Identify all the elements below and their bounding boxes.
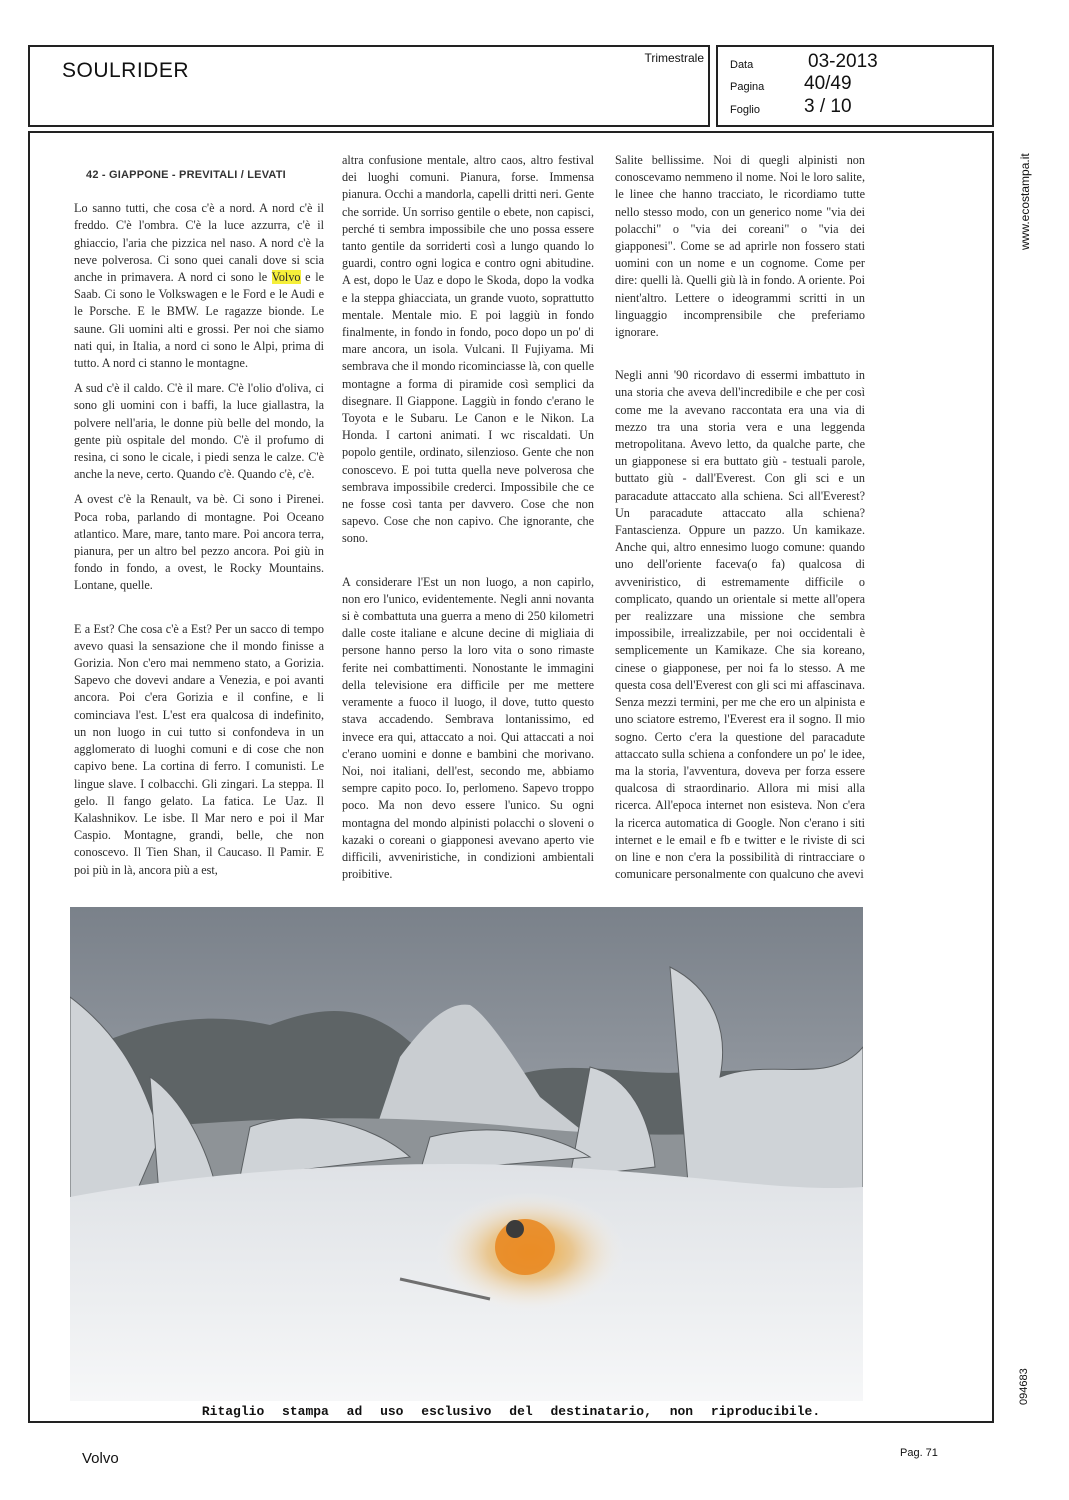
- article-column-1: [74, 150, 324, 887]
- header-meta-box: [716, 45, 994, 127]
- paragraph: E a Est? Che cosa c'è a Est? Per un sacco di tempo avevo quasi la sensazione che il mondo finisse a Gorizia. Non c'ero mai nemmeno stato, a Gorizia. Sapevo che dovevi andare a Venezia, e poi avanti ancora. Poi c'era Gorizia e il confine, e li cominciava l'est. L'est era qualcosa di indefinito, un non luogo in cui tutto si confondeva in un agglomerato di luoghi comuni e di cose che non capivo bene. La cortina di ferro. I comunisti. Le lingue slave. I colbacchi. Gli zingari. La steppa. Il gelo. Il fango gelato. La fatica. Le Uaz. Il Kalashnikov. Le isbe. Il Mar nero e poi il Mar Caspio. Montagne, grandi, belle, che non conoscevo. Il Tien Shan, il Caucaso. Il Pamir. E poi più in là, ancora più a est,: [74, 621, 324, 877]
- side-code-text: 094683: [1018, 1368, 1030, 1405]
- meta-row-pagina: [730, 73, 980, 95]
- paragraph: Lo sanno tutti, che cosa c'è a nord. A nord c'è il freddo. C'è l'ombra. C'è la luce azzurra, c'è il ghiaccio, l'aria che pizzica nel naso. A nord c'è la neve polverosa. Ci sono quei canali dove si scia anche in primavera. A nord ci sono le Volvo e le Saab. Ci sono le Volkswagen e le Ford e le Audi e le Porsche. E le BMW. Le ragazze bionde. Le saune. Gli uomini alti e grossi. Per noi che siamo nati qui, in Italia, a nord ci sono le Alpi, prima di tutto. A nord ci stanno le montagne.: [74, 201, 324, 371]
- article-column-3: [615, 152, 865, 891]
- meta-row-data: [730, 51, 980, 73]
- meta-row-foglio: [730, 96, 980, 118]
- snowy-forest-skier-image: [70, 907, 863, 1401]
- publication-name: SOULRIDER: [62, 59, 190, 82]
- article-column-2: [342, 152, 594, 891]
- meta-label-foglio: Foglio: [730, 104, 760, 116]
- footer-page-number: Pag. 71: [900, 1447, 938, 1459]
- paragraph: altra confusione mentale, altro caos, altro festival dei luoghi comuni. Pianura, forse. Immensa pianura. Occhi a mandorla, capelli dritti neri. Gente che sorride. Un sorriso gentile o ebete, non capisci, perché ti sembra impossibile che uno possa essere tanto gentile da sorriderti così a lungo quando lo guardi, contro ogni logica e contro ogni abitudine. A est, dopo le Uaz e dopo le Skoda, dopo la vodka e la steppa ghiacciata, un grande vuoto, soprattutto mentale. Mentale mio. E poi laggiù in fondo finalmente, in fondo in fondo, poco dopo un po' di mare ancora, un isola. Vulcani. Il Fujiyama. Mi sembrava che il mondo ricominciasse là, con quelle montagne a forma di piramide così semplici da disegnare. Il Giappone. Laggiù in fondo c'erano le Toyota e le Subaru. Le Canon e le Nikon. La Honda. I cartoni animati. I wc riscaldati. Un popolo gentile, ordinato, silenzioso. Gente che non conoscevo. E poi tutta quella neve polverosa che sembrava impossibile crederci. Impossibile che ce ne fosse così tanta per davvero. Cose che non sapevo. Cose che non capivo. Che ignorante, che sono.: [342, 153, 594, 546]
- footer-keyword: Volvo: [82, 1450, 119, 1467]
- paragraph: A sud c'è il caldo. C'è il mare. C'è l'olio d'oliva, ci sono gli uomini con i baffi, la luce giallastra, la polvere nell'aria, le donne più belle del mondo, la gente più ospitale del mondo. C'è il profumo di resina, ci sono le cicale, i piedi senza le calze. C'è anche la neve, certo. Quando c'è. Quando c'è, c'è.: [74, 381, 324, 482]
- meta-value-foglio: 3 / 10: [804, 96, 852, 117]
- paragraph: A considerare l'Est un non luogo, a non capirlo, non ero l'unico, evidentemente. Negli anni novanta si è combattuta una guerra a meno di 250 kilometri dalle coste italiane e alcune decine di migliaia di persone hanno perso la loro vita o sono rimaste ferite nei combattimenti. Nonostante le immagini della televisione era difficile per me mettere veramente a fuoco il luogo, il dove, tutto questo stava accadendo. Sembrava lontanissimo, ed invece era qui, attaccato a noi. Qui attaccati a noi c'erano uomini e donne e bambini che morivano. Noi, noi italiani, dell'est, secondo me, abbiamo sempre capito poco. Io, perlomeno. Sapevo troppo poco. Ma non devo essere l'unico. Su ogni montagna del mondo alpinisti polacchi o sloveni o kazaki o coreani o giapponesi avevano aperto vie difficili, avveniristiche, in condizioni ambientali proibitive.: [342, 574, 594, 882]
- press-clipping-disclaimer: Ritaglio stampa ad uso esclusivo del destinatario, non riproducibile.: [201, 1404, 821, 1419]
- paragraph: A ovest c'è la Renault, va bè. Ci sono i Pirenei. Poca roba, parlando di montagne. Poi Oceano atlantico. Mare, mare, tanto mare. Poi ancora terra, pianura, per un altro bel pezzo ancora. Poi giù in fondo in fondo, a ovest, le Rocky Mountains. Lontane, quelle.: [74, 492, 324, 593]
- side-url-text: www.ecostampa.it: [1018, 153, 1032, 250]
- paragraph: Salite bellissime. Noi di quegli alpinisti non conoscevamo nemmeno il nome. Noi le loro salite, le linee che hanno tracciato, le ricordiamo tutte nello stesso modo, con un generico nome "via dei polacchi" o "via dei coreani" o "via dei giapponesi". Come se ad aprirle non fossero stati uomini con un nome e un cognome. Come per dire: quelli là. Quelli giù là in fondo. A oriente. Poi nient'altro. Lettere o ideogrammi scritti in un linguaggio incomprensibile che preferiamo ignorare.: [615, 153, 865, 340]
- frequency-label: Trimestrale: [644, 51, 704, 65]
- meta-label-pagina: Pagina: [730, 81, 765, 93]
- article-photo: [70, 907, 863, 1401]
- meta-value-data: 03-2013: [808, 51, 878, 72]
- highlighted-keyword: Volvo: [271, 270, 301, 285]
- article-kicker: 42 - GIAPPONE - PREVITALI / LEVATI: [86, 169, 286, 181]
- meta-label-data: Data: [730, 59, 754, 71]
- header-publication-box: [28, 45, 710, 127]
- meta-value-pagina: 40/49: [804, 73, 852, 94]
- paragraph: Negli anni '90 ricordavo di essermi imbattuto in una storia che aveva dell'incredibile e che per così come me la avevano raccontata era una via di mezzo tra una storia vera e una leggenda metropolitana. Avevo letto, da qualche parte, che un giapponese si era buttato giù - testuali parole, buttato giù - dall'Everest. Con gli sci e un paracadute attaccato alla schiena. Sci all'Everest? Un paracadute attaccato alla schiena? Fantascienza. Oppure un pazzo. Un kamikaze. Anche qui, altro ennesimo luogo comune: quando uno dell'oriente faceva(o fa) qualcosa di avveniristico, di estremamente difficile o complicato, quando un orientale si mette all'opera per realizzare una missione che sembra impossibile, irrealizzabile, per noi occidentali è semplicemente un Kamikaze. Che sia koreano, cinese o giapponese, per noi fa lo stesso. A me questa cosa dell'Everest con gli sci mi affascinava. Senza mezzi termini, per me che ero un alpinista e uno sciatore estremo, l'Everest era il sogno. Il mio sogno. Certo c'era la questione del paracadute attaccato sulla schiena a confondere un po' le idee, ma la storia, l'avventura, doveva per forza essere qualcosa di straordinario. Allora mi misi alla ricerca. All'epoca internet non esisteva. Non c'era la ricerca automatica di Google. Non c'erano i siti internet e le email e fb e twitter e le riviste di sci on line e non c'era la possibilità di rintracciare o comunicare personalmente con qualcuno che avevi: [615, 368, 865, 882]
